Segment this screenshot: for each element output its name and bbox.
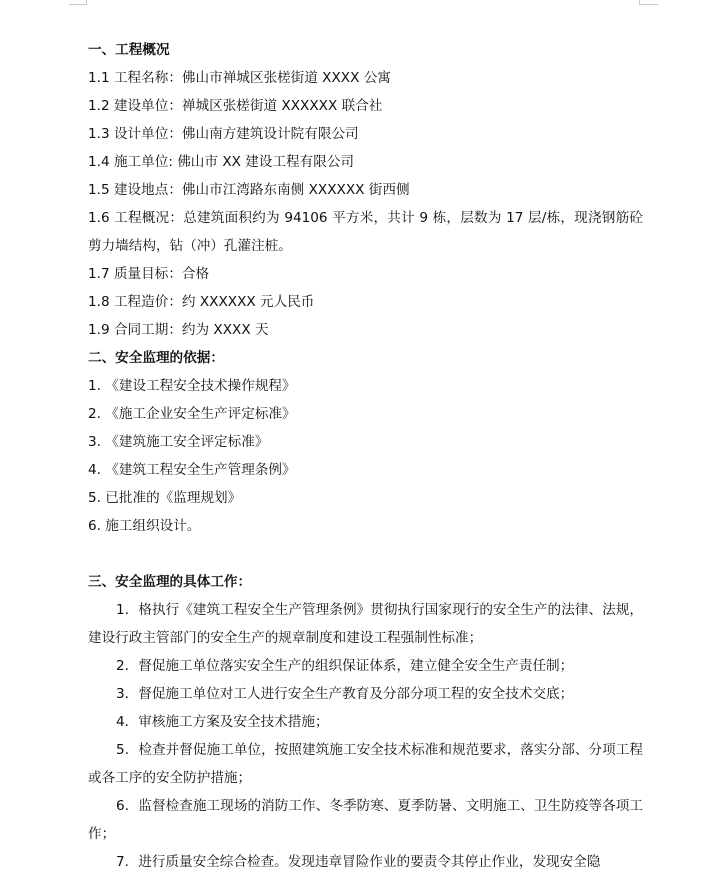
overview-item: 1.2 建设单位：禅城区张槎街道 XXXXXX 联合社	[88, 98, 383, 114]
work-item: 1．格执行《建筑工程安全生产管理条例》贯彻执行国家现行的安全生产的法律、法规，建设行政主管部门的安全生产的规章制度和建设工程强制性标准；	[88, 602, 643, 646]
basis-item: 4. 《建筑工程安全生产管理条例》	[88, 462, 296, 478]
overview-item: 1.9 合同工期：约为 XXXX 天	[88, 322, 269, 338]
page-corner-mark	[86, 0, 87, 5]
page-corner-mark	[639, 0, 640, 5]
document-body	[88, 36, 643, 876]
blank-line	[88, 540, 643, 568]
overview-item: 1.1 工程名称：佛山市禅城区张槎街道 XXXX 公寓	[88, 70, 391, 86]
overview-item: 1.4 施工单位: 佛山市 XX 建设工程有限公司	[88, 154, 355, 170]
work-item: 4．审核施工方案及安全技术措施；	[116, 714, 329, 730]
page-corner-mark	[639, 4, 658, 5]
page-corner-mark	[69, 4, 87, 5]
work-item: 5．检查并督促施工单位，按照建筑施工安全技术标准和规范要求，落实分部、分项工程或各工序的安全防护措施；	[88, 742, 643, 786]
overview-item: 1.7 质量目标：合格	[88, 266, 210, 282]
overview-item: 1.3 设计单位：佛山南方建筑设计院有限公司	[88, 126, 359, 142]
work-item: 7．进行质量安全综合检查。发现违章冒险作业的要责令其停止作业，发现安全隐	[116, 854, 601, 870]
section-heading-work: 三、安全监理的具体工作：	[88, 574, 252, 590]
basis-item: 3. 《建筑施工安全评定标准》	[88, 434, 269, 450]
basis-item: 2. 《施工企业安全生产评定标准》	[88, 406, 296, 422]
overview-item: 1.6 工程概况：总建筑面积约为 94106 平方米，共计 9 栋，层数为 17 层/栋，现浇钢筋砼剪力墙结构，钻（冲）孔灌注桩。	[88, 210, 643, 254]
overview-item: 1.5 建设地点：佛山市江湾路东南侧 XXXXXX 街西侧	[88, 182, 410, 198]
work-item: 3．督促施工单位对工人进行安全生产教育及分部分项工程的安全技术交底；	[116, 686, 574, 702]
work-item: 6．监督检查施工现场的消防工作、冬季防寒、夏季防暑、文明施工、卫生防疫等各项工作；	[88, 798, 643, 842]
basis-item: 1. 《建设工程安全技术操作规程》	[88, 378, 296, 394]
section-heading-basis: 二、安全监理的依据：	[88, 350, 224, 366]
basis-item: 5. 已批准的《监理规划》	[88, 490, 242, 506]
work-item: 2．督促施工单位落实安全生产的组织保证体系，建立健全安全生产责任制；	[116, 658, 574, 674]
section-heading-overview: 一、工程概况	[88, 42, 170, 58]
basis-item: 6. 施工组织设计。	[88, 518, 201, 534]
overview-item: 1.8 工程造价：约 XXXXXX 元人民币	[88, 294, 315, 310]
